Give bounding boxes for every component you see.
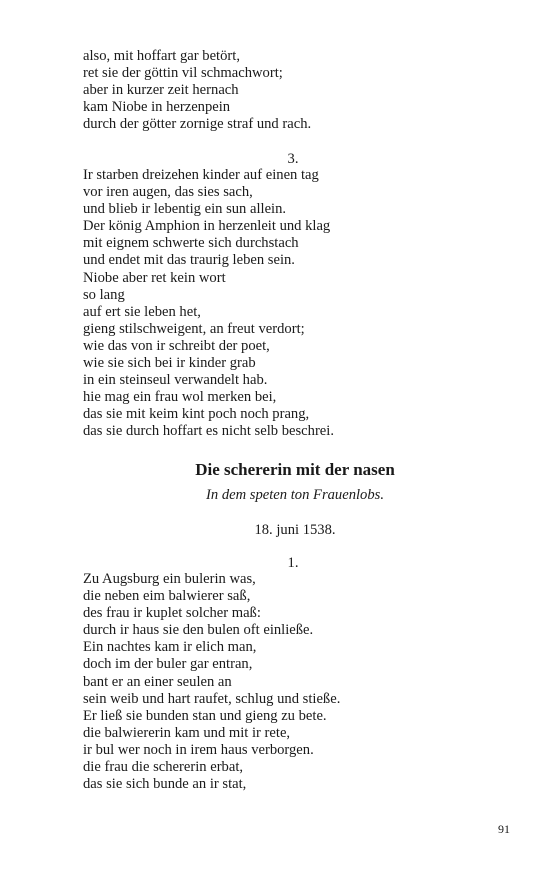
poem-title: Die schererin mit der nasen — [195, 460, 395, 479]
poem-line: mit eignem schwerte sich durchstach — [83, 235, 299, 252]
poem-line: also, mit hoffart gar betört, — [83, 48, 240, 64]
poem-line: und endet mit das traurig leben sein. — [83, 252, 295, 269]
poem-line: in ein steinseul verwandelt hab. — [83, 372, 268, 389]
poem-date: 18. juni 1538. — [254, 522, 336, 538]
poem-line: Ein nachtes kam ir elich man, — [83, 639, 257, 656]
stanza-number: 1. — [287, 555, 299, 571]
poem-subtitle: In dem speten ton Frauenlobs. — [206, 487, 384, 503]
poem-line: Er ließ sie bunden stan und gieng zu bete. — [83, 707, 327, 724]
poem-line: bant er an einer seulen an — [83, 673, 232, 690]
poem-line: Ir starben dreizehen kinder auf einen tag — [83, 167, 319, 183]
poem-line: sein weib und hart raufet, schlug und stieße. — [83, 690, 341, 707]
poem-line: ret sie der göttin vil schmachwort; — [83, 65, 283, 82]
poem-line: das sie mit keim kint poch noch prang, — [83, 406, 310, 423]
poem-line: gieng stilschweigent, an freut verdort; — [83, 320, 305, 337]
stanza-1-block — [83, 571, 483, 793]
poem-line: so lang — [83, 286, 125, 303]
poem-line: kam Niobe in herzenpein — [83, 99, 231, 116]
poem-line: des frau ir kuplet solcher maß: — [83, 605, 261, 622]
poem-line: Der könig Amphion in herzenleit und klag — [83, 218, 331, 235]
poem-line: die balwiererin kam und mit ir rete, — [83, 724, 291, 741]
poem-line: aber in kurzer zeit hernach — [83, 82, 239, 99]
poem-line: durch der götter zornige straf und rach. — [83, 116, 312, 133]
poem-line: ir bul wer noch in irem haus verborgen. — [83, 741, 314, 758]
poem-line: durch ir haus sie den bulen oft einließe. — [83, 622, 314, 639]
poem-line: Zu Augsburg ein bulerin was, — [83, 571, 256, 587]
stanza-number: 3. — [287, 151, 299, 167]
poem-line: das sie sich bunde an ir stat, — [83, 776, 247, 793]
poem-line: wie das von ir schreibt der poet, — [83, 337, 270, 354]
poem-line: vor iren augen, das sies sach, — [83, 184, 253, 201]
poem-line: doch im der buler gar entran, — [83, 656, 253, 673]
poem-line: und blieb ir lebentig ein sun allein. — [83, 201, 287, 218]
poem-line: die frau die schererin erbat, — [83, 759, 244, 776]
page-number: 91 — [498, 822, 510, 836]
poem-line: die neben eim balwierer saß, — [83, 588, 251, 605]
poem-line: wie sie sich bei ir kinder grab — [83, 355, 256, 372]
poem-end-block — [83, 48, 483, 133]
poem-line: auf ert sie leben het, — [83, 303, 201, 320]
stanza-3-block — [83, 167, 483, 441]
poem-line: das sie durch hoffart es nicht selb beschrei. — [83, 423, 334, 440]
poem-line: Niobe aber ret kein wort — [83, 269, 226, 286]
poem-line: hie mag ein frau wol merken bei, — [83, 389, 277, 406]
